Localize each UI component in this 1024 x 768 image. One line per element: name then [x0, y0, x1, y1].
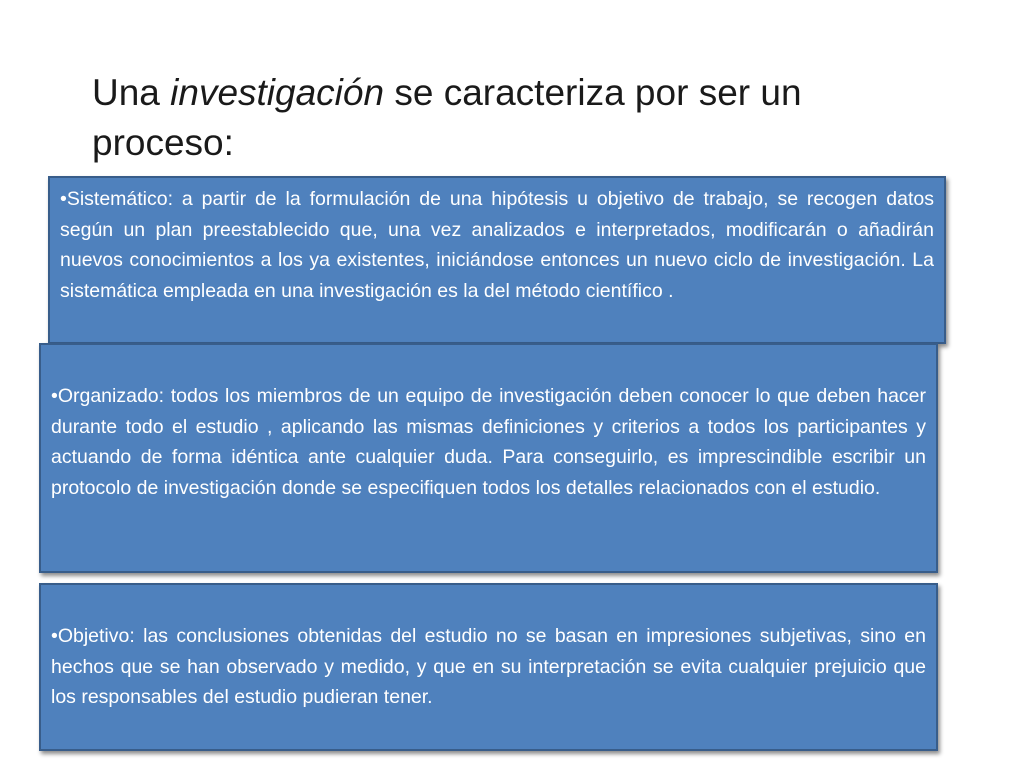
characteristic-box-sistematico	[48, 176, 946, 344]
title-emphasis: investigación	[170, 72, 385, 113]
characteristic-text: •Objetivo: las conclusiones obtenidas del estudio no se basan en impresiones subjetivas, sino en hechos que se han observado y medido, y que en su interpretación se evita cualquier prejuicio que los responsables del estudio pudieran tener.	[51, 625, 926, 708]
slide-title	[92, 68, 812, 168]
characteristic-box-organizado	[39, 343, 938, 573]
title-suffix: se caracteriza por ser un proceso:	[92, 72, 802, 163]
characteristic-box-objetivo	[39, 583, 938, 751]
characteristic-text: •Sistemático: a partir de la formulación de una hipótesis u objetivo de trabajo, se recogen datos según un plan preestablecido que, una vez analizados e interpretados, modificarán o añadirán nuevos conocimientos a los ya existentes, iniciándose entonces un nuevo ciclo de investigación. La sistemática empleada en una investigación es la del método científico .	[60, 188, 934, 302]
characteristic-text: •Organizado: todos los miembros de un equipo de investigación deben conocer lo que deben hacer durante todo el estudio , aplicando las mismas definiciones y criterios a todos los participantes y actuando de forma idéntica ante cualquier duda. Para conseguirlo, es imprescindible escribir un protocolo de investigación donde se especifiquen todos los detalles relacionados con el estudio.	[51, 385, 926, 499]
title-prefix: Una	[92, 72, 171, 113]
